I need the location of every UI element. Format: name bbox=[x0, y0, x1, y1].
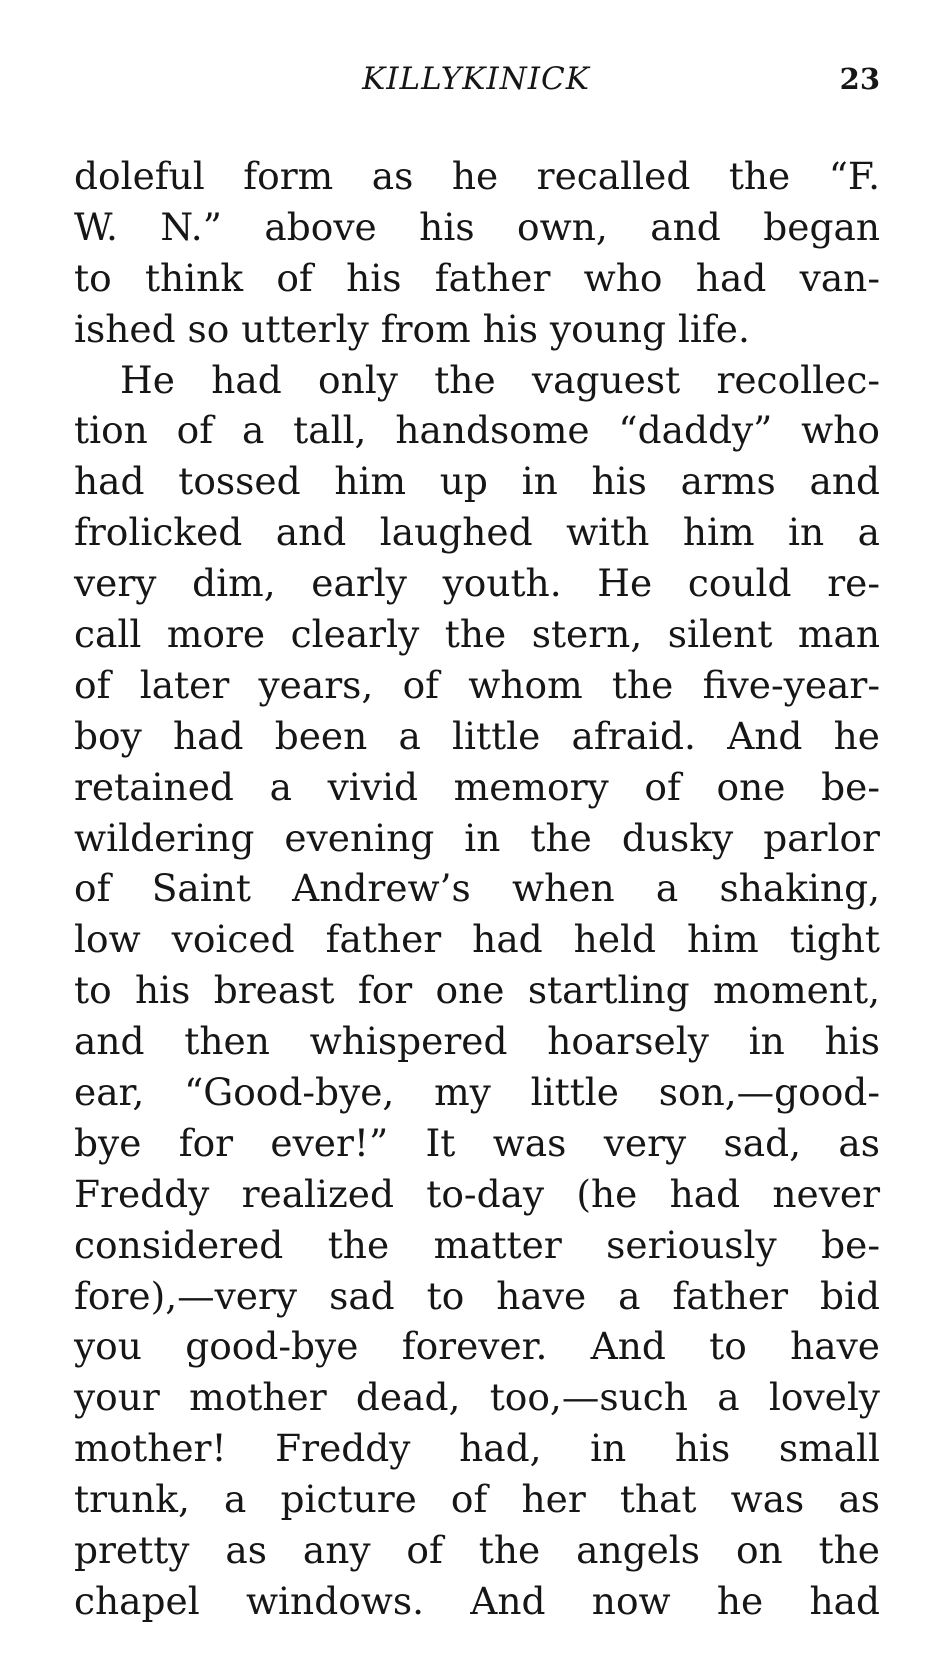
running-head bbox=[72, 56, 880, 102]
text-line: Freddy realized to-day (he had never bbox=[74, 1171, 880, 1216]
paragraph-end-line: ished so utterly from his young life. bbox=[74, 306, 750, 351]
text-line: to his breast for one startling moment, bbox=[74, 968, 880, 1013]
text-line: call more clearly the stern, silent man bbox=[74, 612, 880, 657]
text-line: ear, “Good-bye, my little son,—good- bbox=[74, 1070, 880, 1115]
text-line: retained a vivid memory of one be- bbox=[74, 764, 880, 809]
text-line: bye for ever!” It was very sad, as bbox=[74, 1120, 880, 1165]
text-line: tion of a tall, handsome “daddy” who bbox=[74, 408, 880, 453]
text-line: and then whispered hoarsely in his bbox=[74, 1019, 880, 1064]
text-line: had tossed him up in his arms and bbox=[74, 459, 880, 504]
text-line: to think of his father who had van- bbox=[74, 255, 880, 300]
text-line: boy had been a little afraid. And he bbox=[74, 713, 880, 758]
text-line: you good-bye forever. And to have bbox=[74, 1324, 880, 1369]
text-line: of later years, of whom the five-year- bbox=[74, 662, 880, 707]
text-line: very dim, early youth. He could re- bbox=[74, 561, 880, 606]
text-line: doleful form as he recalled the “F. bbox=[74, 154, 880, 198]
running-title: KILLYKINICK bbox=[362, 61, 590, 97]
text-line: of Saint Andrew’s when a shaking, bbox=[74, 866, 880, 911]
text-line: fore),—very sad to have a father bid bbox=[74, 1273, 880, 1318]
text-line: trunk, a picture of her that was as bbox=[74, 1477, 880, 1522]
paragraph-start-line: He had only the vaguest recollec- bbox=[120, 357, 880, 402]
text-line: wildering evening in the dusky parlor bbox=[74, 815, 880, 860]
text-line: chapel windows. And now he had bbox=[74, 1578, 880, 1623]
body-text bbox=[74, 151, 880, 1627]
text-line: pretty as any of the angels on the bbox=[74, 1528, 880, 1573]
text-line: low voiced father had held him tight bbox=[74, 917, 880, 962]
text-line: mother! Freddy had, in his small bbox=[74, 1426, 880, 1471]
text-line: W. N.” above his own, and began bbox=[74, 204, 880, 249]
text-line: frolicked and laughed with him in a bbox=[74, 510, 880, 555]
page-number: 23 bbox=[839, 62, 880, 96]
text-line: your mother dead, too,—such a lovely bbox=[74, 1375, 880, 1420]
text-line: considered the matter seriously be- bbox=[74, 1222, 880, 1267]
